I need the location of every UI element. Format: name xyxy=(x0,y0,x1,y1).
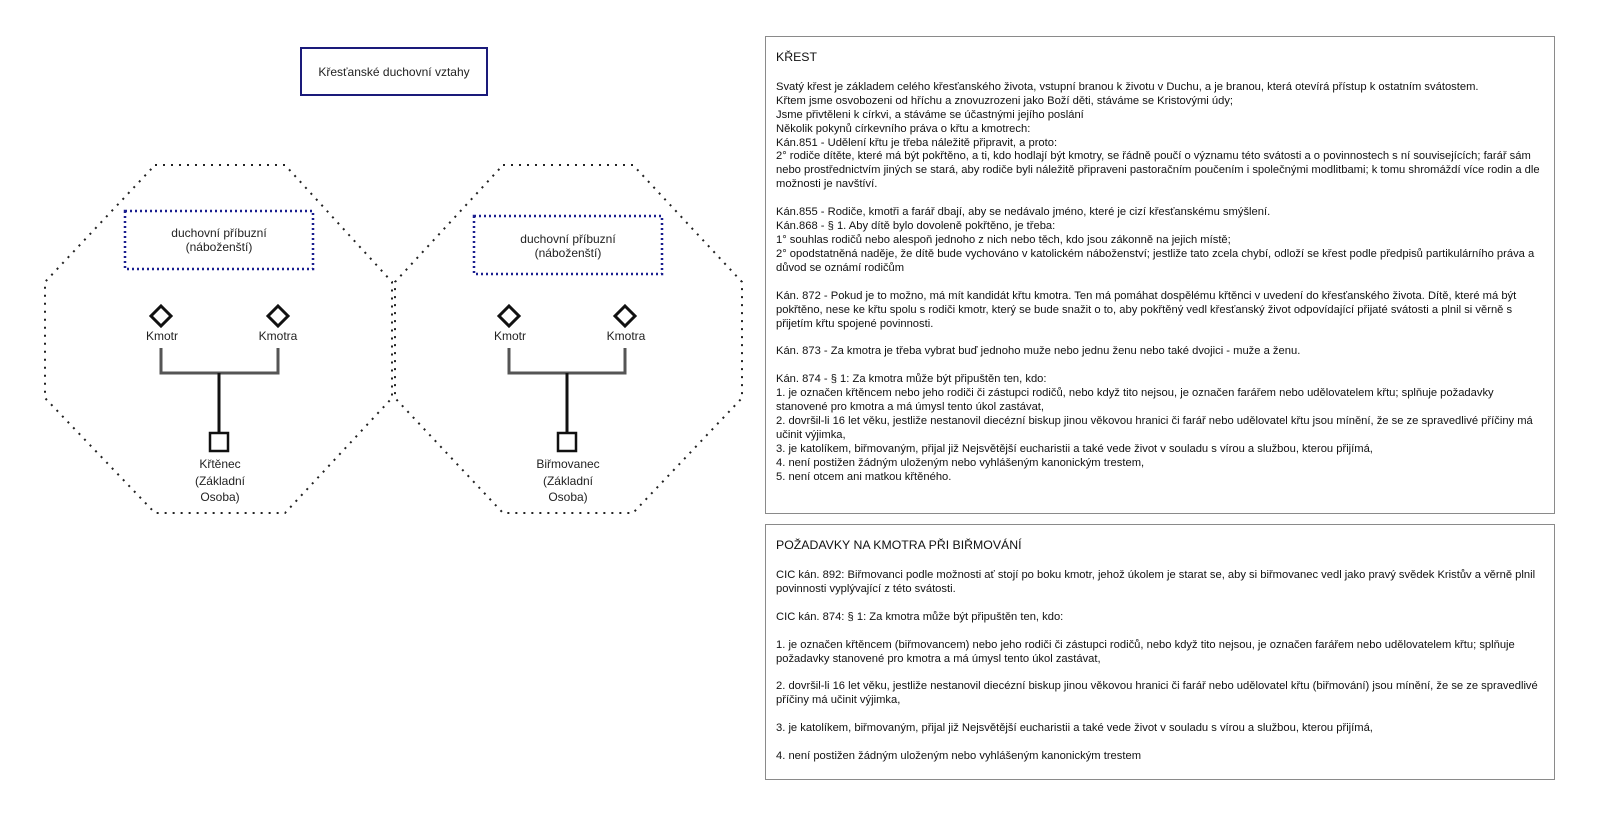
text-line: Několik pokynů církevního práva o křtu a kmotrech: xyxy=(776,122,1031,135)
kinship-diagram xyxy=(0,0,760,560)
godmother-label: Kmotra xyxy=(606,329,646,343)
confirmation-panel xyxy=(765,524,1555,780)
group-confirmation xyxy=(395,165,742,513)
person-square-icon xyxy=(558,433,576,451)
person-label: Křtěnec xyxy=(199,457,241,471)
baptism-panel xyxy=(765,36,1555,514)
text-line: 3. je katolíkem, biřmovaným, přijal již Nejsvětější eucharistii a také vede život v souladu s vírou a službou, kterou přijímá, xyxy=(776,442,1373,455)
godfather-diamond-icon xyxy=(151,306,171,326)
text-line: Kán.855 - Rodiče, kmotři a farář dbají, aby se nedávalo jméno, které je cizí křesťanskému smýšlení. xyxy=(776,206,1271,219)
baptism-paragraph xyxy=(776,373,1544,484)
text-line: Kán. 874 - § 1: Za kmotra může být připuštěn ten, kdo: xyxy=(776,373,1047,386)
text-line: Křtem jsme osvobozeni od hříchu a znovuzrozeni jako Boží děti, stáváme se Kristovými údy; xyxy=(776,94,1234,107)
text-line: 4. není postižen žádným uloženým nebo vyhlášeným kanonickým trestem xyxy=(776,750,1142,763)
text-line: 2° rodiče dítěte, které má být pokřtěno, a ti, kdo hodlají být kmotry, se řádně poučí o významu této svátosti a o povinnostech s ní souvisejících; farář sám nebo prostřednictvím jiných se stará, aby rodiče byli náležitě připraveni pastoračním poučením i společnými modlitbami; k tomu shromáždí více rodin a dle možnosti je navštíví. xyxy=(776,150,1540,191)
text-line: 2° opodstatněná naděje, že dítě bude vychováno v katolickém náboženství; jestliže tato zcela chybí, odloží se křest podle předpisů partikulárního práva a důvod se oznámí rodičům xyxy=(776,247,1535,274)
spiritual-relatives-label: duchovní příbuzní xyxy=(520,232,616,246)
text-line: Kán.851 - Udělení křtu je třeba náležitě připravit, a proto: xyxy=(776,136,1058,149)
baptism-panel-title: KŘEST xyxy=(776,50,817,64)
confirmation-paragraph xyxy=(776,569,1544,597)
person-sublabel: (Základní xyxy=(542,474,594,488)
person-sublabel-2: Osoba) xyxy=(200,490,240,504)
spiritual-relatives-sublabel: (náboženští) xyxy=(534,246,602,260)
godmother-diamond-icon xyxy=(268,306,288,326)
baptism-paragraph xyxy=(776,206,1544,276)
text-line: CIC kán. 874: § 1: Za kmotra může být připuštěn ten, kdo: xyxy=(776,610,1064,623)
godfather-label: Kmotr xyxy=(145,329,179,343)
confirmation-paragraph xyxy=(776,611,1544,625)
person-sublabel: (Základní xyxy=(194,474,246,488)
spiritual-relatives-sublabel: (náboženští) xyxy=(185,240,253,254)
baptism-paragraph xyxy=(776,290,1544,332)
person-label: Biřmovanec xyxy=(536,457,600,471)
text-line: 4. není postižen žádným uloženým nebo vyhlášeným kanonickým trestem, xyxy=(776,456,1145,469)
text-line: Svatý křest je základem celého křesťanského života, vstupní branou k životu v Duchu, a je branou, která otevírá přístup k ostatním svátostem. xyxy=(776,80,1479,93)
godfather-label: Kmotr xyxy=(493,329,527,343)
godfather-diamond-icon xyxy=(499,306,519,326)
text-line: 5. není otcem ani matkou křtěného. xyxy=(776,470,952,483)
person-sublabel-2: Osoba) xyxy=(548,490,588,504)
text-line: 3. je katolíkem, biřmovaným, přijal již Nejsvětější eucharistii a také vede život v souladu s vírou a službou, kterou přijímá, xyxy=(776,722,1373,735)
baptism-paragraph xyxy=(776,81,1544,192)
text-line: Kán. 872 - Pokud je to možno, má mít kandidát křtu kmotra. Ten má pomáhat dospělému křtěnci v uvedení do křesťanského života. Dítě, které má být pokřtěno, nese ke křtu spolu s rodiči kmotr, který se bude snažit o to, aby pokřtěný vedl křesťanský život odpovídající přijaté svátosti a plnil si věrně s přijetím křtu spojené povinnosti. xyxy=(776,289,1517,330)
diagram-title-box xyxy=(301,48,487,95)
text-line: Jsme přivtěleni k církvi, a stáváme se účastnými jejího poslání xyxy=(776,108,1084,121)
confirmation-paragraph xyxy=(776,680,1544,708)
text-line: 2. dovršil-li 16 let věku, jestliže nestanovil diecézní biskup jinou věkovou hranici či farář nebo udělovatel křtu jsou mínění, že se ze spravedlivé příčiny má učinit výjimka, xyxy=(776,415,1533,441)
godmother-diamond-icon xyxy=(615,306,635,326)
text-line: Kán. 873 - Za kmotra je třeba vybrat buď jednoho muže nebo jednu ženu nebo také dvojici - muže a ženu. xyxy=(776,345,1301,358)
baptism-paragraph xyxy=(776,345,1544,359)
text-line: Kán.868 - § 1. Aby dítě bylo dovoleně pokřtěno, je třeba: xyxy=(776,220,1056,233)
text-line: 1. je označen křtěncem nebo jeho rodiči či zástupci rodičů, nebo když tito nejsou, je označen farářem nebo udělovatelem křtu; splňuje požadavky stanovené pro kmotra a má úmysl tento úkol zastávat, xyxy=(776,387,1494,414)
confirmation-paragraph xyxy=(776,639,1544,667)
diagram-title: Křesťanské duchovní vztahy xyxy=(318,65,470,79)
confirmation-paragraph xyxy=(776,722,1544,736)
godmother-label: Kmotra xyxy=(258,329,298,343)
confirmation-panel-title: POŽADAVKY NA KMOTRA PŘI BIŘMOVÁNÍ xyxy=(776,538,1022,552)
text-line: 1° souhlas rodičů nebo alespoň jednoho z nich nebo těch, kdo jsou zákonně na jejich místě; xyxy=(776,233,1231,246)
confirmation-paragraph xyxy=(776,750,1544,764)
person-square-icon xyxy=(210,433,228,451)
text-line: CIC kán. 892: Biřmovanci podle možnosti ať stojí po boku kmotr, jehož úkolem je starat se, aby si biřmovanec vedl jako pravý svědek Kristův a věrně plnil povinnosti vyplývající z této svátosti. xyxy=(776,568,1536,595)
group-baptism xyxy=(45,165,392,513)
text-line: 1. je označen křtěncem (biřmovancem) nebo jeho rodiči či zástupci rodičů, nebo když tito nejsou, je označen farářem nebo udělovatelem křtu; splňuje požadavky stanovené pro kmotra a má úmysl tento úkol zastávat, xyxy=(776,638,1515,665)
text-line: 2. dovršil-li 16 let věku, jestliže nestanovil diecézní biskup jinou věkovou hranici či farář nebo udělovatel křtu (biřmování) jsou mínění, že se ze spravedlivé příčiny má učinit výjimka, xyxy=(776,680,1538,707)
spiritual-relatives-label: duchovní příbuzní xyxy=(171,226,267,240)
